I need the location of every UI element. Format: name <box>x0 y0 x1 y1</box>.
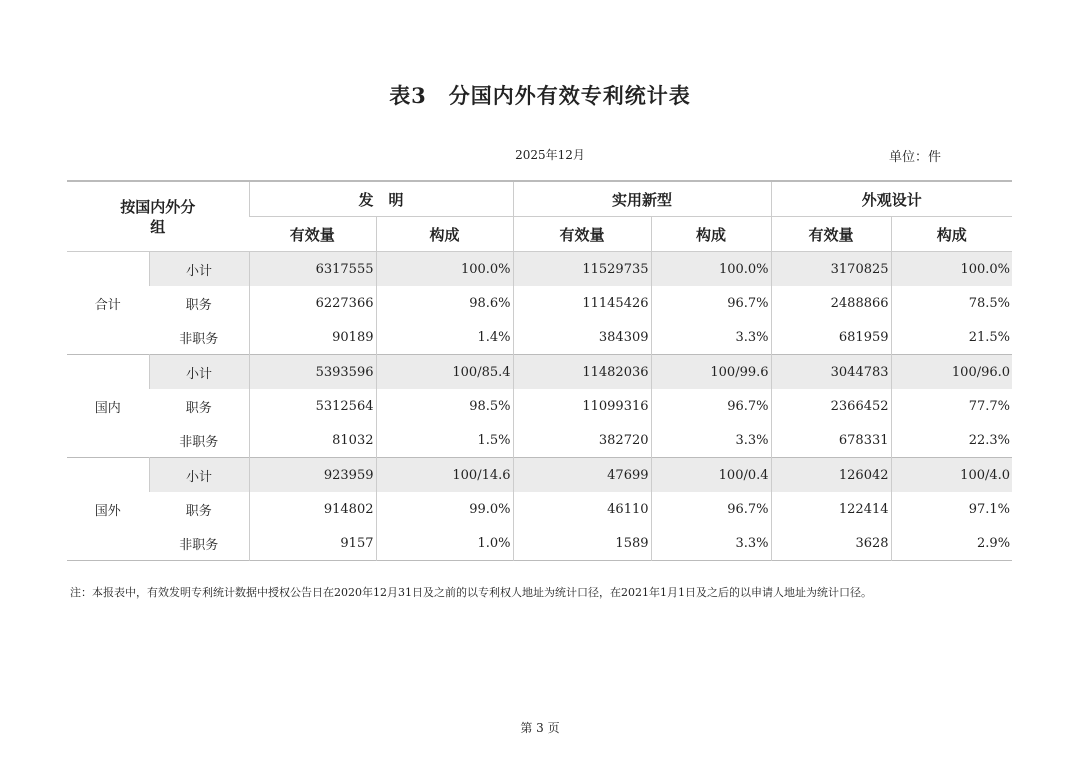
count-cell: 122414 <box>771 492 891 526</box>
table-row <box>67 389 1012 423</box>
share-cell: 21.5% <box>891 320 1012 355</box>
count-cell: 1589 <box>513 526 651 561</box>
row-label: 非职务 <box>179 537 219 553</box>
group-label: 合计 <box>67 252 149 355</box>
share-cell: 100/96.0 <box>891 355 1012 390</box>
category-header: 发 明 <box>249 181 513 217</box>
category-header: 外观设计 <box>771 181 1012 217</box>
row-label: 非职务 <box>179 331 219 347</box>
count-cell: 3044783 <box>771 355 891 390</box>
count-cell: 2366452 <box>771 389 891 423</box>
count-cell: 47699 <box>513 458 651 493</box>
share-cell: 96.7% <box>651 492 771 526</box>
share-cell: 100.0% <box>891 252 1012 287</box>
group-1 <box>67 355 1012 458</box>
footnote: 注：本报表中，有效发明专利统计数据中授权公告日在2020年12月31日及之前的以专利权人地址为统计口径，在2021年1月1日及之后的以申请人地址为统计口径。 <box>70 586 872 599</box>
share-cell: 100/99.6 <box>651 355 771 390</box>
count-cell: 11145426 <box>513 286 651 320</box>
column-header: 有效量 <box>513 217 651 252</box>
count-cell: 3628 <box>771 526 891 561</box>
share-cell: 97.1% <box>891 492 1012 526</box>
table-row <box>67 286 1012 320</box>
count-cell: 90189 <box>249 320 376 355</box>
page-number: 第 3 页 <box>520 721 560 735</box>
share-cell: 1.5% <box>376 423 513 458</box>
row-label: 小计 <box>149 355 249 390</box>
share-cell: 3.3% <box>651 526 771 561</box>
row-label: 非职务 <box>179 434 219 450</box>
share-cell: 1.0% <box>376 526 513 561</box>
count-cell: 678331 <box>771 423 891 458</box>
count-cell: 3170825 <box>771 252 891 287</box>
count-cell: 6317555 <box>249 252 376 287</box>
count-cell: 46110 <box>513 492 651 526</box>
column-header: 构成 <box>651 217 771 252</box>
row-label: 职务 <box>185 297 212 313</box>
table-row <box>67 492 1012 526</box>
count-cell: 681959 <box>771 320 891 355</box>
count-cell: 914802 <box>249 492 376 526</box>
count-cell: 9157 <box>249 526 376 561</box>
share-cell: 96.7% <box>651 389 771 423</box>
share-cell: 100/85.4 <box>376 355 513 390</box>
count-cell: 923959 <box>249 458 376 493</box>
table-row <box>67 320 1012 355</box>
table-row <box>67 526 1012 561</box>
share-cell: 22.3% <box>891 423 1012 458</box>
share-cell: 100/0.4 <box>651 458 771 493</box>
count-cell: 11529735 <box>513 252 651 287</box>
table-title: 表3 分国内外有效专利统计表 <box>389 83 691 108</box>
row-label: 职务 <box>185 400 212 416</box>
share-cell: 78.5% <box>891 286 1012 320</box>
column-header: 构成 <box>891 217 1012 252</box>
share-cell: 100/14.6 <box>376 458 513 493</box>
share-cell: 98.6% <box>376 286 513 320</box>
column-header: 有效量 <box>771 217 891 252</box>
column-header: 构成 <box>376 217 513 252</box>
share-cell: 3.3% <box>651 423 771 458</box>
count-cell: 6227366 <box>249 286 376 320</box>
row-label: 小计 <box>149 458 249 493</box>
unit-label: 单位：件 <box>888 150 941 165</box>
table-row <box>67 355 1012 390</box>
share-cell: 100.0% <box>376 252 513 287</box>
count-cell: 126042 <box>771 458 891 493</box>
count-cell: 5393596 <box>249 355 376 390</box>
category-header: 实用新型 <box>513 181 771 217</box>
group-2 <box>67 458 1012 561</box>
share-cell: 98.5% <box>376 389 513 423</box>
count-cell: 81032 <box>249 423 376 458</box>
count-cell: 382720 <box>513 423 651 458</box>
share-cell: 1.4% <box>376 320 513 355</box>
column-header: 有效量 <box>249 217 376 252</box>
count-cell: 11482036 <box>513 355 651 390</box>
row-label: 职务 <box>185 503 212 519</box>
group-header: 按国内外分组 <box>67 181 249 252</box>
count-cell: 384309 <box>513 320 651 355</box>
share-cell: 99.0% <box>376 492 513 526</box>
share-cell: 96.7% <box>651 286 771 320</box>
count-cell: 5312564 <box>249 389 376 423</box>
count-cell: 2488866 <box>771 286 891 320</box>
patent-statistics-table <box>67 180 1012 561</box>
share-cell: 2.9% <box>891 526 1012 561</box>
share-cell: 3.3% <box>651 320 771 355</box>
group-label: 国外 <box>67 458 149 561</box>
row-label: 小计 <box>149 252 249 287</box>
table-row <box>67 423 1012 458</box>
share-cell: 100.0% <box>651 252 771 287</box>
group-label: 国内 <box>67 355 149 458</box>
share-cell: 77.7% <box>891 389 1012 423</box>
table-row <box>67 458 1012 493</box>
report-date: 2025年12月 <box>515 148 585 162</box>
table-row <box>67 252 1012 287</box>
group-0 <box>67 252 1012 355</box>
count-cell: 11099316 <box>513 389 651 423</box>
share-cell: 100/4.0 <box>891 458 1012 493</box>
